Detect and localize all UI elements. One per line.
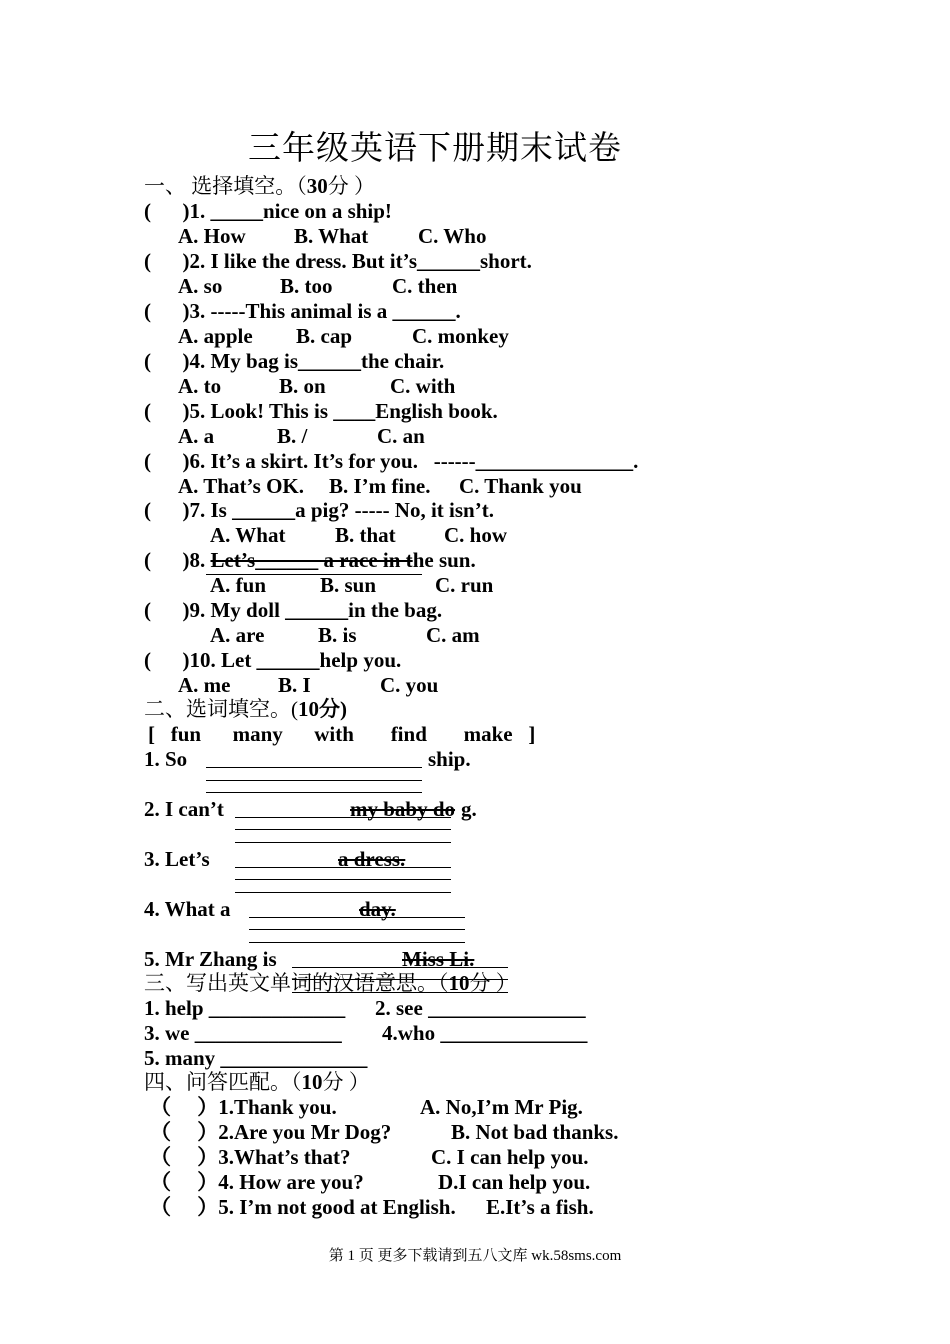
section1-points: 30 [306, 174, 328, 198]
section1-heading-tail: 分 ） [327, 174, 375, 198]
match-question-4: （ ）4. How are you? [150, 1170, 364, 1194]
fill-item-4-line-b [249, 929, 465, 930]
question-7: ( )7. Is ______a pig? ----- No, it isn’t. [144, 498, 494, 522]
question-5: ( )5. Look! This is ____English book. [144, 399, 498, 423]
q6-option-a: A. That’s OK. [178, 474, 305, 498]
page-title: 三年级英语下册期末试卷 [248, 131, 622, 167]
fill-item-1-line-c [206, 792, 422, 793]
question-9: ( )9. My doll ______in the bag. [144, 598, 443, 622]
translation-row-2-left: 3. we ______________ [144, 1021, 342, 1045]
q8-suffix: he sun. [412, 548, 476, 572]
fill-item-3-answer: a dress. [338, 847, 406, 871]
q5-option-b: B. / [277, 424, 308, 448]
fill-item-3-line-a [235, 867, 451, 868]
q3-option-b: B. cap [296, 324, 353, 348]
q6-option-c: C. Thank you [459, 474, 582, 498]
fill-item-2-suffix: g. [461, 797, 477, 821]
fill-item-5-answer: Miss Li. [402, 947, 475, 971]
fill-item-4-prefix: 4. What a [144, 897, 231, 921]
q8-struck-text: Let’s______ a race in t [210, 548, 413, 572]
fill-item-2-line-a [235, 817, 451, 818]
q1-option-a: A. How [178, 224, 246, 248]
section2-heading-text: 二、选词填空。( [144, 697, 298, 721]
fill-item-1-prefix: 1. So [144, 747, 188, 771]
translation-row-2-right: 4.who ______________ [382, 1021, 588, 1045]
q6-option-b: B. I’m fine. [329, 474, 431, 498]
fill-item-2-line-b [235, 829, 451, 830]
question-3: ( )3. -----This animal is a ______. [144, 299, 461, 323]
section2-heading-tail: 分) [319, 697, 347, 721]
section2-points: 10 [298, 697, 319, 721]
q8-option-b: B. sun [320, 573, 377, 597]
q8-option-a: A. fun [210, 573, 267, 597]
q1-option-c: C. Who [418, 224, 487, 248]
section4-points: 10 [301, 1070, 323, 1094]
question-10: ( )10. Let ______help you. [144, 648, 402, 672]
section3-heading-text: 三、写出英文单词的汉语意思。（ [144, 971, 449, 995]
section3-heading [144, 971, 517, 996]
question-4: ( )4. My bag is______the chair. [144, 349, 445, 373]
fill-item-2-line-c [235, 842, 451, 843]
q7-option-a: A. What [210, 523, 286, 547]
fill-item-3-prefix: 3. Let’s [144, 847, 210, 871]
q4-option-b: B. on [279, 374, 326, 398]
fill-item-5-prefix: 5. Mr Zhang is [144, 947, 277, 971]
fill-item-3-line-c [235, 892, 451, 893]
q9-option-c: C. am [426, 623, 480, 647]
q3-option-c: C. monkey [412, 324, 509, 348]
question-6: ( )6. It’s a skirt. It’s for you. ------_______________. [144, 449, 639, 473]
translation-row-1-right: 2. see _______________ [375, 996, 586, 1020]
fill-item-1-suffix: ship. [428, 747, 471, 771]
section4-heading-text: 四、问答匹配。（ [144, 1070, 302, 1094]
fill-item-1-line-b [206, 780, 422, 781]
section4-heading [144, 1070, 370, 1095]
q2-option-a: A. so [178, 274, 223, 298]
fill-item-4-line-a [249, 917, 465, 918]
section1-heading-text: 一、 选择填空。（ [144, 174, 307, 198]
q8-prefix: ( )8. [144, 548, 211, 572]
q4-option-c: C. with [390, 374, 456, 398]
q10-option-b: B. I [278, 673, 311, 697]
fill-item-5-line-a [292, 967, 508, 968]
q4-option-a: A. to [178, 374, 222, 398]
q7-option-c: C. how [444, 523, 508, 547]
question-8 [144, 548, 476, 573]
match-answer-a: A. No,I’m Mr Pig. [420, 1095, 583, 1119]
match-answer-c: C. I can help you. [431, 1145, 589, 1169]
fill-item-2-prefix: 2. I can’t [144, 797, 224, 821]
match-question-2: （ ）2.Are you Mr Dog? [150, 1120, 392, 1144]
match-answer-b: B. Not bad thanks. [451, 1120, 619, 1144]
question-2: ( )2. I like the dress. But it’s______short. [144, 249, 532, 273]
fill-item-1-line-a [206, 767, 422, 768]
section2-heading [144, 697, 347, 722]
fill-item-4-answer: day. [359, 897, 396, 921]
fill-item-4-line-c [249, 942, 465, 943]
fill-item-3-line-b [235, 879, 451, 880]
match-question-5: （ ）5. I’m not good at English. [150, 1195, 456, 1219]
q5-option-a: A. a [178, 424, 215, 448]
page-footer: 第 1 页 更多下载请到五八文库 wk.58sms.com [328, 1248, 622, 1264]
q7-option-b: B. that [335, 523, 396, 547]
q5-option-c: C. an [377, 424, 425, 448]
q2-option-b: B. too [280, 274, 333, 298]
q9-option-b: B. is [318, 623, 357, 647]
q9-option-a: A. are [210, 623, 265, 647]
question-1: ( )1. _____nice on a ship! [144, 199, 392, 223]
section3-heading-tail: 分 ） [469, 971, 517, 995]
match-answer-d: D.I can help you. [438, 1170, 591, 1194]
q1-option-b: B. What [294, 224, 369, 248]
match-answer-e: E.It’s a fish. [486, 1195, 594, 1219]
section3-points: 10 [448, 971, 470, 995]
word-bank: [ fun many with find make ] [148, 722, 536, 746]
q8-option-c: C. run [435, 573, 494, 597]
section4-heading-tail: 分 ） [322, 1070, 370, 1094]
section1-heading [144, 174, 375, 199]
translation-row-1-left: 1. help _____________ [144, 996, 346, 1020]
q3-option-a: A. apple [178, 324, 253, 348]
q2-option-c: C. then [392, 274, 458, 298]
q10-option-c: C. you [380, 673, 439, 697]
fill-item-2-answer: my baby do [350, 797, 456, 821]
translation-row-3-left: 5. many ______________ [144, 1046, 368, 1070]
q10-option-a: A. me [178, 673, 231, 697]
match-question-3: （ ）3.What’s that? [150, 1145, 351, 1169]
match-question-1: （ ）1.Thank you. [150, 1095, 337, 1119]
